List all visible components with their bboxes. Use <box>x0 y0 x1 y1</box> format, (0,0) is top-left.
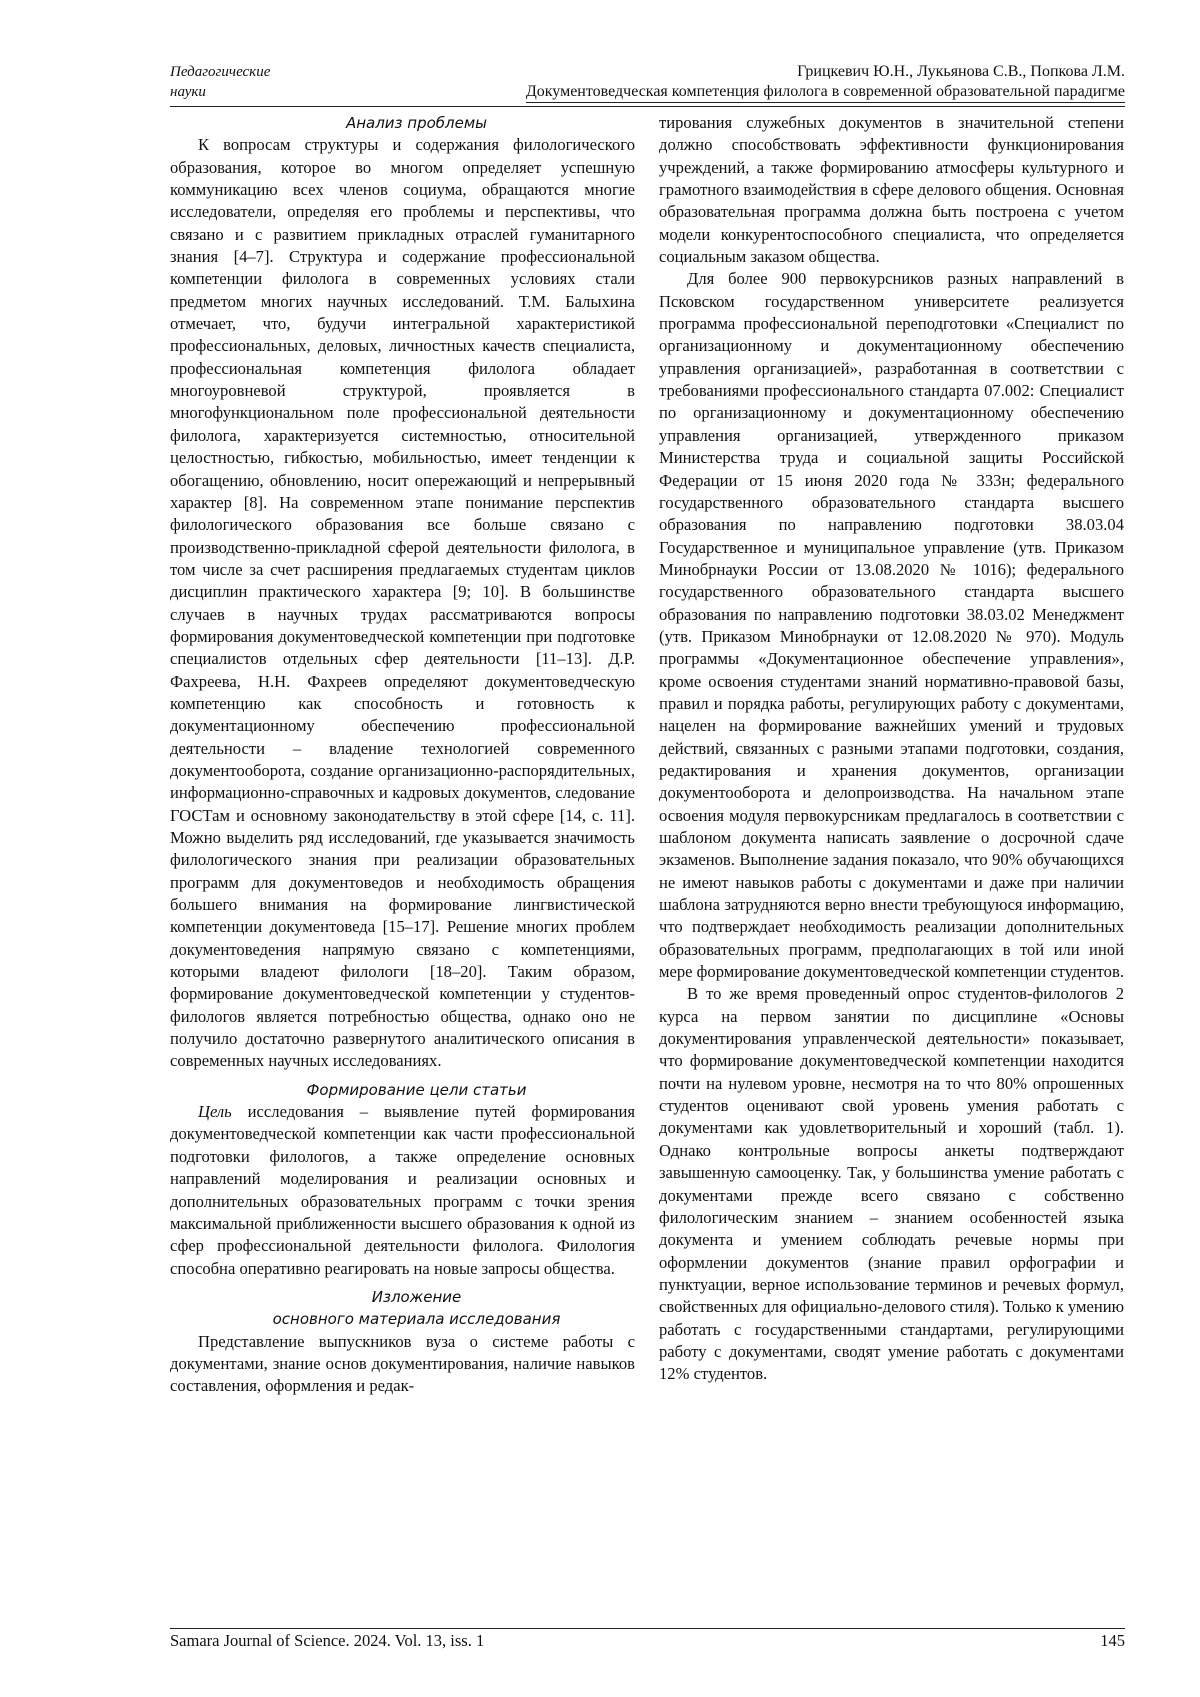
section-line-1: Педагогические <box>170 64 271 80</box>
right-column <box>659 112 1124 1617</box>
paragraph: В то же время проведенный опрос студентов-филологов 2 курса на первом занятии по дисциплине «Основы документирования управленческой деятельности» показывает, что формирование документоведческой компетенции находится почти на нулевом уровне, несмотря на то что 80% опрошенных студентов оценивают свой уровень умения работать с документами как удовлетворительный и хороший (табл. 1). Однако контрольные вопросы анкеты подтверждают завышенную самооценку. Так, у большинства умение работать с документами прежде всего связано с собственно филологическим знанием – знанием особенностей языка документа и умением соблюдать речевые нормы при оформлении документов (знание правил орфографии и пунктуации, верное использование терминов и речевых формул, свойственных для официально-делового стиля). Только к умению работать с государственными стандартами, регулирующими работу с документами, сводят умение работать с документами 12% студентов. <box>659 984 1124 1384</box>
running-footer <box>170 1628 1125 1655</box>
heading-main-material-2: основного материала исследования <box>272 1310 561 1329</box>
journal-section <box>170 62 270 102</box>
left-column <box>170 112 635 1617</box>
article-title: Документоведческая компетенция филолога в современной образовательной парадигме <box>526 82 1125 103</box>
heading-main-material-1: Изложение <box>371 1287 462 1306</box>
article-info <box>526 62 1125 103</box>
heading-problem-analysis: Анализ проблемы <box>345 114 488 132</box>
paragraph: К вопросам структуры и содержания филологического образования, которое во многом определяет успешную коммуникацию всех членов социума, обращаются многие исследователи, определяя его проблемы и перспективы, что связано и с развитием прикладных отраслей гуманитарного знания [4–7]. Структура и содержание профессиональной компетенции филолога в современных условиях стали предметом многих научных исследований. Т.М. Балыхина отмечает, что, будучи интегральной характеристикой профессиональных, деловых, личностных качеств специалиста, профессиональная компетенция филолога обладает многоуровневой структурой, проявляется в многофункциональном поле профессиональной деятельности филолога, характеризуется системностью, относительной целостностью, гибкостью, мобильностью, имеет тенденции к обогащению, обновлению, носит опережающий и непрерывный характер [8]. На современном этапе понимание перспектив филологического образования все больше связано с производственно-прикладной сферой деятельности филолога, в том числе за счет расширения предлагаемых студентам циклов дисциплин практического характера [9; 10]. В большинстве случаев в научных трудах рассматриваются вопросы формирования документоведческой компетенции при подготовке специалистов отдельных сфер деятельности [11–13]. Д.Р. Фахреева, Н.Н. Фахреев определяют документоведческую компетенцию как способность и готовность к документационному обеспечению профессиональной деятельности – владение технологией современного документооборота, создание организационно-распорядительных, информационно-справочных и кадровых документов, следование ГОСТам и основному законодательству в этой сфере [14, с. 11]. Можно выделить ряд исследований, где указывается значимость филологического знания при реализации образовательных программ для документоведов и необходимость обращения большего внимания на формирование лингвистической компетенции документоведа [15–17]. Решение многих проблем документоведения напрямую связано с компетенциями, которыми владеют филологи [18–20]. Таким образом, формирование документоведческой компетенции у студентов-филологов является потребностью общества, однако оно не получило достаточно развернутого аналитического описания в современных научных исследованиях. <box>170 135 635 1071</box>
paragraph-goal <box>170 1101 635 1280</box>
goal-term: Цель <box>198 1102 232 1122</box>
paragraph: Представление выпускников вуза о системе работы с документами, знание основ документирования, наличие навыков составления, оформления и редак- <box>170 1331 635 1396</box>
section-line-2: науки <box>170 84 206 100</box>
paragraph: Для более 900 первокурсников разных направлений в Псковском государственном университете реализуется программа профессиональной переподготовки «Специалист по организационному и документационному обеспечению управления организацией», разработанная в соответствии с требованиями профессионального стандарта 07.002: Специалист по организационному и документационному обеспечению управления организацией, утвержденного приказом Министерства труда и социальной защиты Российской Федерации от 15 июня 2020 года № 333н; федерального государственного образовательного стандарта высшего образования по направлению подготовки 38.03.04 Государственное и муниципальное управление (утв. Приказом Минобрнауки России от 13.08.2020 № 1016); федерального государственного образовательного стандарта высшего образования по направлению подготовки 38.03.02 Менеджмент (утв. Приказом Минобрнауки от 12.08.2020 № 970). Модуль программы «Документационное обеспечение управления», кроме освоения студентами знаний нормативно-правовой базы, правил и порядка работы, регулирующих работу с документами, нацелен на формирование важнейших умений и трудовых действий, связанных с разными этапами подготовки, создания, редактирования и хранения документов, организации документооборота и делопроизводства. На начальном этапе освоения модуля первокурсникам предлагалось в соответствии с шаблоном документа написать заявление о досрочной сдаче экзаменов. Выполнение задания показало, что 90% обучающихся не имеют навыков работы с документами и даже при наличии шаблона затрудняются верно внести требующуюся информацию, что подтверждает необходимость реализации дополнительных образовательных программ, предполагающих в той или иной мере формирование документоведческой компетенции студентов. <box>659 269 1124 982</box>
heading-goal: Формирование цели статьи <box>306 1080 527 1099</box>
paragraph-continued: тирования служебных документов в значительной степени должно способствовать эффективности функционирования учреждений, а также формированию атмосферы культурного и грамотного взаимодействия в сфере делового общения. Основная образовательная программа должна быть построена с учетом модели конкурентоспособного специалиста, что определяется социальным заказом общества. <box>659 113 1124 267</box>
authors: Грицкевич Ю.Н., Лукьянова С.В., Попкова Л.М. <box>797 63 1125 80</box>
running-header <box>170 62 1125 107</box>
journal-citation: Samara Journal of Science. 2024. Vol. 13, iss. 1 <box>170 1631 485 1650</box>
page-number: 145 <box>1100 1631 1125 1650</box>
goal-text: исследования – выявление путей формирования документоведческой компетенции как части профессиональной подготовки филологов, а также определение основных направлений моделирования и реализации основных и дополнительных образовательных программ с точки зрения максимальной приближенности высшего образования к одной из сфер профессиональной деятельности филолога. Филология способна оперативно реагировать на новые запросы общества. <box>170 1102 635 1278</box>
